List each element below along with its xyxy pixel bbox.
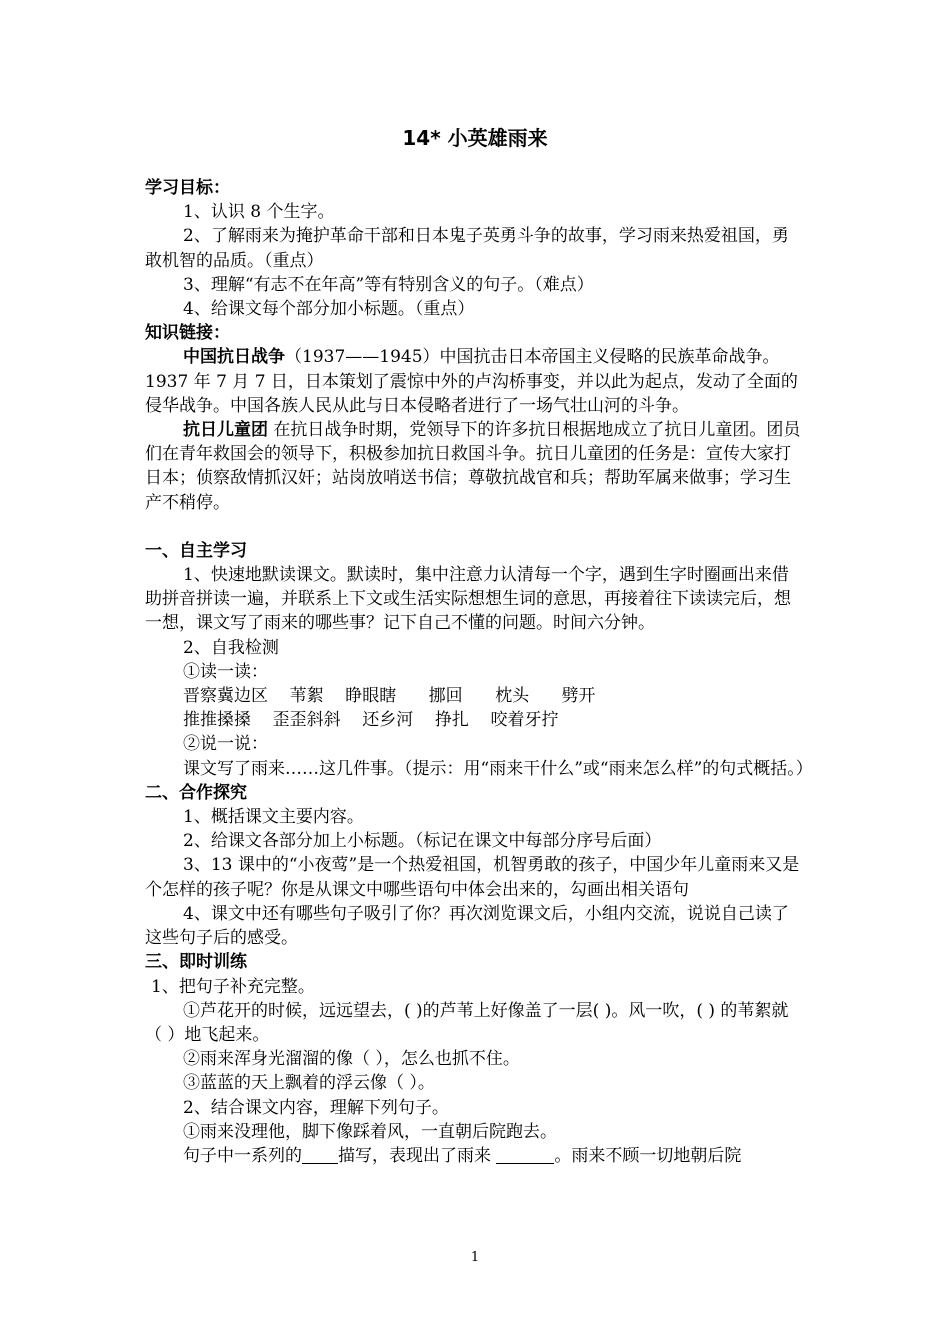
quoted-sentence: ①雨来没理他，脚下像踩着风，一直朝后院跑去。 [183, 1121, 557, 1142]
term-children-corps: 抗日儿童团 [183, 420, 268, 441]
cooperation-item: 1、概括课文主要内容。 [183, 807, 364, 828]
cooperation-item: 2、给课文各部分加上小标题。（标记在课文中每部分序号后面） [183, 831, 662, 852]
fill-sentence: ①芦花开的时候，远远望去，( )的芦苇上好像盖了一层( )。风一吹，( ) 的苇絮就（ ）地飞起来。 [145, 1000, 789, 1045]
blank-line [496, 1145, 554, 1164]
self-study-paragraph: 1、快速地默读课文。默读时，集中注意力认清每一个字，遇到生字时圈画出来借助拼音拼读一遍，并联系上下文或生活实际想想生词的意思，再接着往下读读完后，想一想，课文写了雨来的哪些事？记下自己不懂的问题。时间六分钟。 [145, 565, 791, 634]
blank-line [302, 1145, 338, 1164]
analysis-text: 描写，表现出了雨来 [338, 1145, 491, 1166]
analysis-sentence [145, 1144, 805, 1168]
knowledge-text: 在抗日战争时期，党领导下的许多抗日根据地成立了抗日儿童团。团员们在青年救国会的领导下，积极参加抗日救国斗争。抗日儿童团的任务是：宣传大家打日本；侦察敌情抓汉奸；站岗放哨送书信；尊敬抗战官和兵；帮助军属来做事；学习生产不稍停。 [145, 420, 801, 513]
cooperation-item: 4、课文中还有哪些句子吸引了你？再次浏览课文后，小组内交流，说说自己读了这些句子后的感受。 [145, 903, 789, 949]
term-anti-japanese-war: 中国抗日战争 [183, 347, 285, 368]
fill-sentence: ③蓝蓝的天上飘着的浮云像（ ）。 [183, 1073, 435, 1094]
objective-item: 2、了解雨来为掩护革命干部和日本鬼子英勇斗争的故事，学习雨来热爱祖国，勇敢机智的品质。（重点） [145, 226, 789, 271]
analysis-text: 句子中一系列的 [183, 1145, 302, 1166]
section-heading-training: 三、即时训练 [145, 952, 247, 973]
training-question: 2、结合课文内容，理解下列句子。 [183, 1097, 449, 1118]
self-check-label: 2、自我检测 [183, 637, 279, 658]
analysis-text: 。雨来不顾一切地朝后院 [554, 1145, 742, 1166]
objective-item: 1、认识 8 个生字。 [183, 202, 335, 223]
page-number: 1 [470, 1250, 480, 1265]
knowledge-text: （1937——1945）中国抗击日本帝国主义侵略的民族革命战争。1937 年 7 月 7 日，日本策划了震惊中外的卢沟桥事变，并以此为起点，发动了全面的侵华战争。中国各族人民从此与日本侵略者进行了一场气壮山河的斗争。 [145, 347, 798, 416]
say-text: 课文写了雨来……这几件事。（提示：用“雨来干什么”或“雨来怎么样”的句式概括。） [183, 758, 813, 779]
objective-item: 3、理解“有志不在年高”等有特别含义的句子。（难点） [183, 274, 594, 295]
say-label: ②说一说： [183, 734, 268, 755]
objectives-heading: 学习目标： [145, 178, 230, 198]
cooperation-item: 3、13 课中的“小夜莺”是一个热爱祖国，机智勇敢的孩子，中国少年儿童雨来又是个怎样的孩子呢？你是从课文中哪些语句中体会出来的，勾画出相关语句 [145, 855, 800, 900]
page-title: 14* 小英雄雨来 [402, 126, 548, 150]
document-body [145, 176, 813, 1168]
objective-item: 4、给课文每个部分加小标题。（重点） [183, 299, 475, 320]
knowledge-paragraph-war [145, 345, 805, 418]
read-label: ①读一读： [183, 661, 268, 682]
section-heading-cooperation: 二、合作探究 [145, 782, 247, 803]
section-heading-self-study: 一、自主学习 [145, 540, 247, 561]
fill-sentence: ②雨来浑身光溜溜的像（ ），怎么也抓不住。 [183, 1049, 520, 1070]
spacer [145, 515, 805, 539]
vocabulary-line: 推推搡搡 歪歪斜斜 还乡河 挣扎 咬着牙拧 [183, 710, 559, 731]
vocabulary-line: 晋察冀边区 苇絮 睁眼瞎 挪回 枕头 劈开 [183, 686, 596, 707]
knowledge-paragraph-children [145, 418, 805, 515]
knowledge-heading: 知识链接： [145, 323, 230, 344]
training-question: 1、把句子补充完整。 [151, 976, 315, 997]
